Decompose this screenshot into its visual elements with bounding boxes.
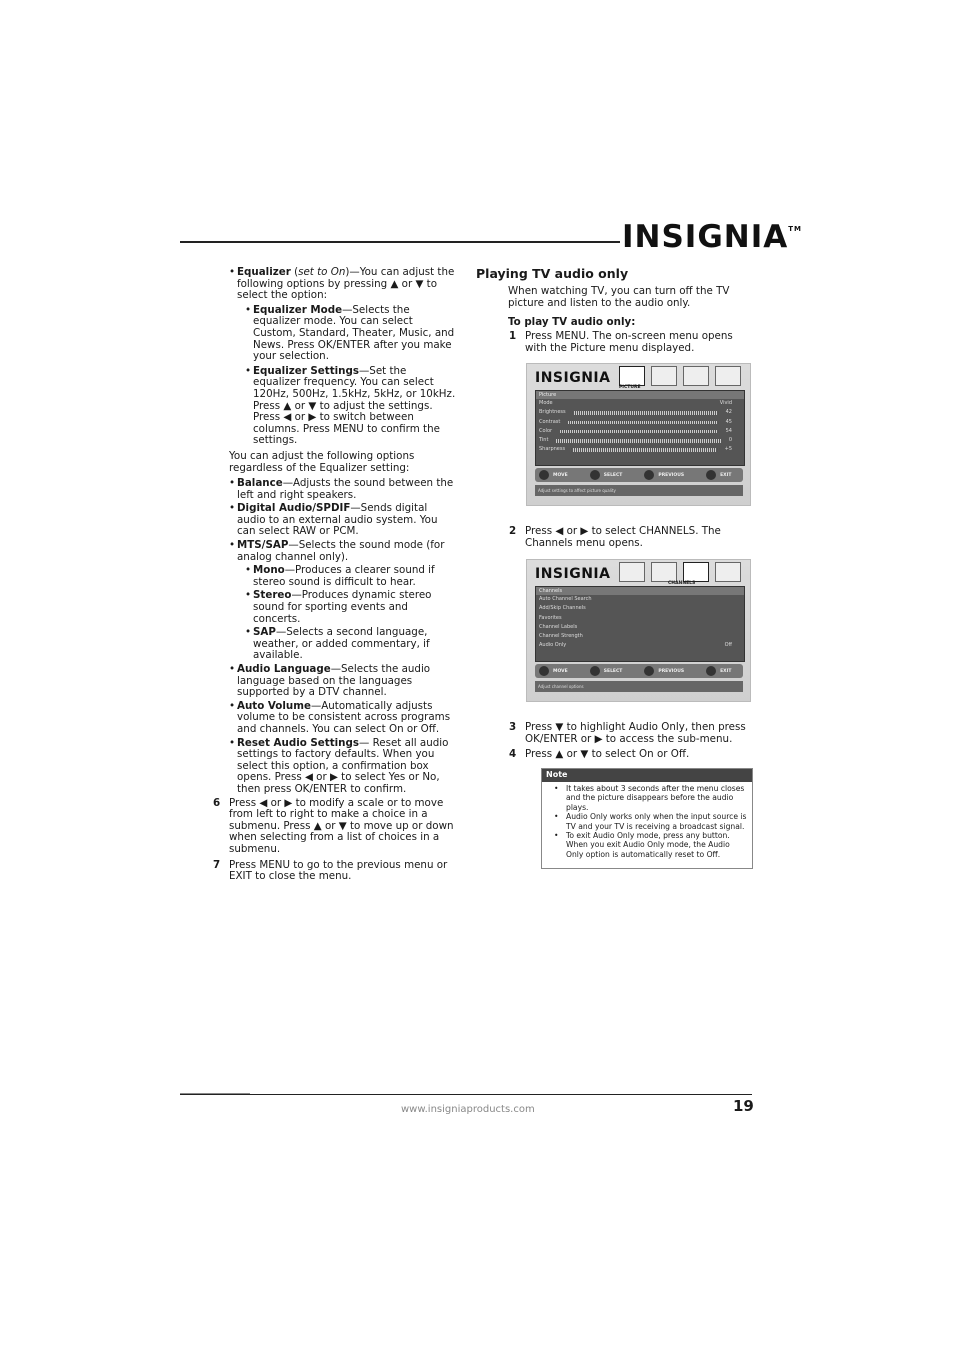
menu-row: Brightness 42	[539, 409, 732, 416]
menu-tab-label: CHANNELS	[668, 581, 696, 586]
footer-url: www.insigniaproducts.com	[401, 1104, 535, 1115]
menu-row: Add/Skip Channels	[539, 605, 586, 612]
channels-icon	[683, 366, 709, 386]
menu-footer: MOVE SELECT PREVIOUS EXIT	[535, 664, 743, 678]
step-3: 3 Press ▼ to highlight Audio Only, then press OK/ENTER or ▶ to access the sub-menu.	[509, 721, 746, 745]
settings-icon	[715, 366, 741, 386]
menu-row: Sharpness +5	[539, 446, 732, 453]
mts-sap-item: • MTS/SAP—Selects the sound mode (for analog channel only).	[229, 540, 457, 563]
menu-row: Mode Vivid	[539, 400, 732, 406]
audio-icon	[651, 562, 677, 582]
picture-icon	[619, 562, 645, 582]
channels-icon	[683, 562, 709, 582]
menu-footer: MOVE SELECT PREVIOUS EXIT	[535, 468, 743, 482]
menu-tab-label: PICTURE	[619, 385, 641, 390]
step-6: 6 Press ◀ or ▶ to modify a scale or to move from left to right to make a choice in a submenu. Press ▲ or ▼ to move up or down when selecting from a list of choices in a submenu.	[213, 796, 454, 855]
auto-volume-item: • Auto Volume—Automatically adjusts volume to be consistent across programs and channels. You can select On or Off.	[229, 701, 457, 736]
picture-icon	[619, 366, 645, 386]
menu-row: Tint 0	[539, 437, 732, 444]
menu-row: Audio Only Off	[539, 642, 732, 649]
step-4: 4 Press ▲ or ▼ to select On or Off.	[509, 748, 690, 760]
menu-row: Contrast 45	[539, 418, 732, 425]
equalizer-item: • Equalizer (set to On)—You can adjust the following options by pressing ▲ or ▼ to select the option:	[229, 267, 457, 302]
picture-menu-screenshot	[526, 363, 751, 506]
menu-logo: INSIGNIA	[535, 566, 611, 582]
footer-rule	[180, 1094, 752, 1095]
channels-menu-screenshot	[526, 559, 751, 702]
step-1: 1 Press MENU. The on-screen menu opens with the Picture menu displayed.	[509, 330, 733, 354]
menu-panel	[535, 586, 745, 662]
section-title: Playing TV audio only	[476, 266, 629, 281]
menu-help: Adjust settings to affect picture quality	[535, 485, 743, 496]
menu-row: Auto Channel Search	[539, 596, 592, 602]
step-2: 2 Press ◀ or ▶ to select CHANNELS. The Channels menu opens.	[509, 525, 721, 549]
note-box	[541, 768, 753, 869]
menu-row: Channel Strength	[539, 633, 583, 640]
insignia-logo: INSIGNIA™	[622, 219, 803, 255]
menu-row: Favorites	[539, 614, 562, 621]
step-7: 7 Press MENU to go to the previous menu or EXIT to close the menu.	[213, 858, 448, 883]
equalizer-settings-item: • Equalizer Settings—Set the equalizer frequency. You can select 120Hz, 500Hz, 1.5kHz, 5kHz, or 10kHz. Press ▲ or ▼ to adjust the settings. Press ◀ or ▶ to switch between columns. Press MENU to confirm the settings.	[245, 366, 457, 447]
sap-item: • SAP—Selects a second language, weather, or added commentary, if available.	[245, 627, 457, 662]
header-rule	[180, 241, 620, 243]
intro-text: When watching TV, you can turn off the TV picture and listen to the audio only.	[508, 285, 730, 309]
menu-help: Adjust channel options	[535, 681, 743, 692]
reset-audio-item: • Reset Audio Settings— Reset all audio settings to factory defaults. When you select this option, a confirmation box opens. Press ◀ or ▶ to select Yes or No, then press OK/ENTER to confirm.	[229, 738, 457, 796]
panel-title: Channels	[536, 587, 744, 595]
mono-item: • Mono—Produces a clearer sound if stereo sound is difficult to hear.	[245, 565, 457, 588]
note-item: • It takes about 3 seconds after the menu closes and the picture disappears before the audio plays.	[566, 784, 748, 812]
menu-panel	[535, 390, 745, 466]
equalizer-mode-item: • Equalizer Mode—Selects the equalizer mode. You can select Custom, Standard, Theater, Music, and News. Press OK/ENTER after you make your selection.	[245, 305, 457, 363]
note-item: • Audio Only works only when the input source is TV and your TV is receiving a broadcast signal.	[566, 812, 748, 831]
page-number: 19	[733, 1097, 754, 1115]
stereo-item: • Stereo—Produces dynamic stereo sound for sporting events and concerts.	[245, 590, 457, 625]
audio-language-item: • Audio Language—Selects the audio language based on the languages supported by a DTV channel.	[229, 664, 457, 699]
menu-logo: INSIGNIA	[535, 370, 611, 386]
note-header: Note	[542, 769, 752, 782]
panel-title: Picture	[536, 391, 744, 399]
procedure-subhead: To play TV audio only:	[508, 316, 636, 328]
left-column	[213, 266, 457, 883]
menu-row: Color 54	[539, 427, 732, 434]
audio-icon	[651, 366, 677, 386]
digital-audio-item: • Digital Audio/SPDIF—Sends digital audio to an external audio system. You can select RAW or PCM.	[229, 503, 457, 538]
menu-row: Channel Labels	[539, 623, 578, 630]
regardless-text: You can adjust the following options regardless of the Equalizer setting:	[229, 449, 415, 474]
settings-icon	[715, 562, 741, 582]
balance-item: • Balance—Adjusts the sound between the left and right speakers.	[229, 478, 457, 501]
note-item: • To exit Audio Only mode, press any button. When you exit Audio Only mode, the Audio Only option is automatically reset to Off.	[566, 831, 748, 859]
